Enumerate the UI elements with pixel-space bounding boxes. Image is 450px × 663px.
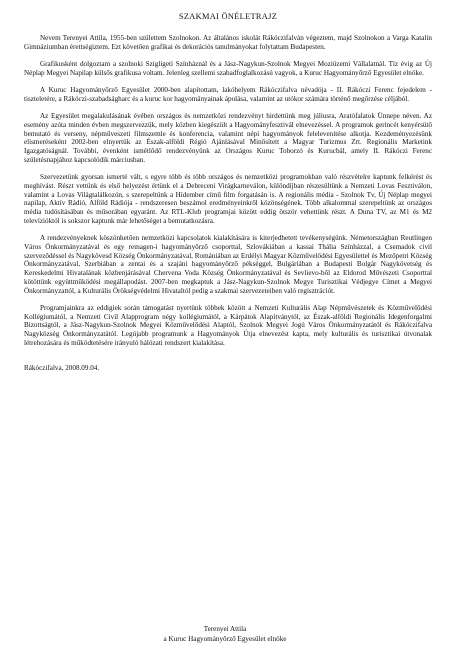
paragraph-career: Grafikusként dolgoztam a szolnoki Szigligeti Színháznál és a Jász-Nagykun-Szolnok Megyei Moziüzemi Vállalatnál. Tíz évig az Új Néplap Megyei Napilap külsős grafikusa voltam. Jelenleg szellemi szabadfoglalkozású vagyok, a Kuruc Hagyományőrző Egyesület elnöke.	[24, 60, 432, 77]
signature-name: Terenyei Attila	[203, 625, 247, 633]
paragraph-events: Az Egyesület megalakulásának évében országos és nemzetközi rendezvényt hirdettünk meg júliusra, Aratófalatok Ünnepe néven. Az esemény azóta minden évben megszervezzük, mely közben kiegészült a Hagyományfesztivál elnevezéssel. A programok gerincét kenyérsütő bemutató és verseny, népműveszeti filmszemle és konferencia, valamint népi hagyományok felelevenítése alkotja. Kezdeményezésünk elismeréseként 2002-ben elnyertük az Észak-alföldi Régió Ajánlásával Minősített a Magyar Turizmus Zrt. Regionális Marketink Igazgatóságnál. További, évenként ismétlődő rendezvényünk az Országos Kuruc Toborzó és Kurucbál, amely II. Rákóczi Ferenc születésnapjához kapcsolódik márciusban.	[24, 112, 432, 164]
paragraph-funding: Programjainkra az eddigiek során támogatást nyertünk többek között a Nemzeti Kulturális Alap Népművészetek és Közművelődési Kollégiumától, a Nemzeti Civil Alapprogram négy kollégiumától, a Kárpátok Alapítványtól, az Észak-alföldi Regionális Idegenforgalmi Bizottságtól, a Jász-Nagykun-Szolnok Megyei Közművelődési Alaptól, Szolnok Megyei Jogú Város Önkormányzatától és Rákóczifalva Nagyközség Önkormányzatától. Legújabb programunk a Hagyományok Útja elnevezést kapta, mely kulturális és turisztikai útvonalak létrehozására és működtetésére irányuló hálózati rendszert kialakítása.	[24, 303, 432, 347]
paragraph-association: A Kuruc Hagyományőrző Egyesület 2000-ben alapítottam, lakóhelyem Rákóczifalva névadója - II. Rákóczi Ferenc fejedelem - tiszteletére, a Rákóczi-szabadságharc és a kuruc kor hagyományainak ápolása, valamint az utókor számára történő megőrzése céljából.	[24, 86, 432, 103]
paragraph-media: Szervezetünk gyorsan ismerté vált, s egyre több és több országos és nemzetközi programokban való részvételre kaptunk felkérést és meghívást. Részt vettünk és első helyezést értünk el a Debreceni Virágkarneválon, különdíjban részesültünk a Nemzeti Lovas Fesztiválon, valamint a Lovas Világtalálkozón, s szerepeltünk a Hídember című film forgatásán is. A regionális média - Szolnok Tv, Új Néplap megyei napilap, Aktív Rádió, Alföld Rádiója - rendszeresen beszámol eredményeinkről közönségének. Több alkalommal szerepeltünk az országos média tudósításában és műsorában egyaránt. Az RTL-Klub programjai között eddig ötször vehettünk részt. A Duna TV, az M1 és M2 televízióktól is sokszor kaptunk már lehetőséget a bemutatkozásra.	[24, 173, 432, 225]
signature-role: a Kuruc Hagyományőrző Egyesület elnöke	[163, 635, 287, 643]
signature-block	[0, 624, 450, 644]
paragraph-international: A rendezvényeknek köszönhetően nemzetközi kapcsolatok kialakítására is kiterjedhetett tevékenységünk. Németországban Reutlingen Város Önkormányzatával és egy remagen-i hagyományőrző csoporttal, Szlovákiában a kassai Thália Színházzal, a Csemadok civil szervezõdéssel és Nagykövesd Község Önkormányzatával, Romániában az Erdélyi Magyar Közművelődési Egyesülettel és Mezőpetri Község Önkormányzatával, Szerbiában a zentai és a szajáni hagyományőrző pékséggel, Bulgáriában a Budapesti Bolgár Nagykövetség és Kereskedelmi Hivatalának közbenjárásával Chervena Voda Község Önkormányzatával és Sevlievo-bõl az Eldorod Művészeti Csoporttal kötöttünk együttműködési megállapodást. 2007-ben megkaptuk a Jász-Nagykun-Szolnok Megye Turisztikai Védjegye Címet a Megyei Önkormányzattól, a Kulturális Örökségvédelmi Hivataltól pedig a szakmai szervezeteiben való regisztrációt.	[24, 234, 432, 295]
date-line: Rákóczifalva, 2008.09.04.	[24, 363, 100, 372]
document-title: SZAKMAI ÖNÉLETRAJZ	[178, 12, 278, 21]
paragraph-intro: Nevem Terenyei Attila, 1955-ben születtem Szolnokon. Az általános iskolát Rákóczifalván végeztem, majd Szolnokon a Varga Katalin Gimnáziumban érettségiztem. Ezt követően grafikai és dekorációs tanulmányokat folytattam Budapesten.	[24, 34, 432, 51]
